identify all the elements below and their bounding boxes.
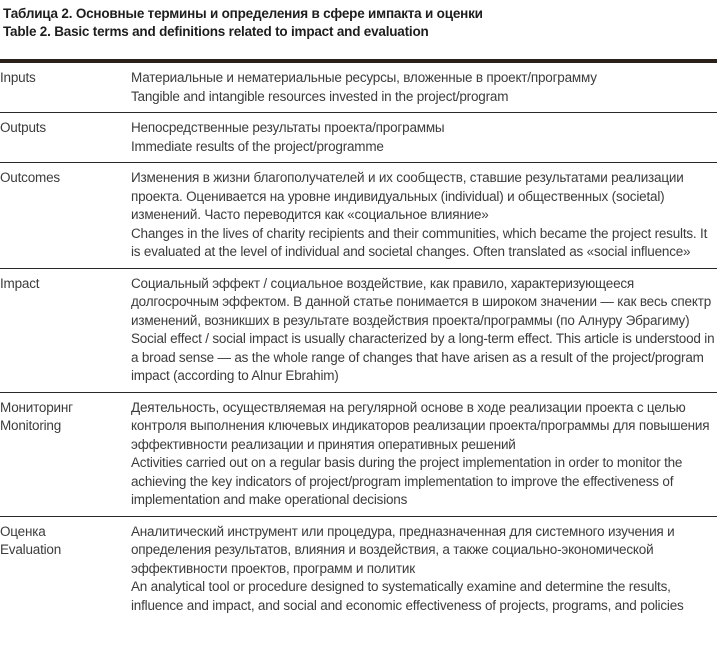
table-row-outcomes	[0, 163, 717, 269]
table-row-evaluation	[0, 516, 717, 617]
definition-cell	[131, 163, 717, 269]
term-cell	[0, 163, 131, 269]
definition-en: Immediate results of the project/programme	[131, 138, 384, 154]
definition-en: Tangible and intangible resources invested in the project/program	[131, 88, 509, 104]
definition-en: Activities carried out on a regular basis during the project implementation in order to monitor the achieving the key indicators of project/program implementation to improve the effectiveness of implementation and make operational decisions	[131, 455, 683, 507]
term-cell	[0, 392, 131, 516]
definition-cell	[131, 61, 717, 113]
definition-cell	[131, 516, 717, 617]
definition-ru: Материальные и нематериальные ресурсы, вложенные в проект/программу	[131, 70, 597, 85]
definition-ru: Социальный эффект / социальное воздействие, как правило, характеризующееся долгосрочным эффектом. В данной статье понимается в широком значении — как весь спектр изменений, возникших в результате воздействия проекта/программы (по Алнуру Эбрагиму)	[131, 275, 712, 328]
table-row-monitoring	[0, 392, 717, 516]
term-cell	[0, 268, 131, 392]
term-cell	[0, 113, 131, 163]
definition-ru: Непосредственные результаты проекта/программы	[131, 120, 445, 135]
definition-ru: Изменения в жизни благополучателей и их сообществ, ставшие результатами реализации проекта. Оценивается на уровне индивидуальных (individual) и общественных (societal) изменений. Часто переводится как «социальное влияние»	[131, 170, 684, 222]
definition-ru: Аналитический инструмент или процедура, предназначенная для системного изучения и определения результатов, влияния и воздействия, а также социально-экономической эффективности проектов, программ и политик	[131, 523, 675, 576]
term-label: Outputs	[0, 120, 46, 135]
table-row-inputs	[0, 61, 717, 113]
definition-en: Social effect / social impact is usually characterized by a long-term effect. This article is understood in a broad sense — as the whole range of changes that have arisen as a result of the project/program impact (according to Alnur Ebrahim)	[131, 331, 715, 383]
table-caption-en: Table 2. Basic terms and definitions related to impact and evaluation	[3, 24, 429, 39]
term-label: Мониторинг	[0, 399, 73, 415]
definition-cell	[131, 392, 717, 516]
term-label: Inputs	[0, 70, 36, 85]
definition-en: Changes in the lives of charity recipients and their communities, which became the project results. It is evaluated at the level of individual and societal changes. Often translated as «social influence»	[131, 225, 708, 259]
term-cell	[0, 516, 131, 617]
definition-cell	[131, 268, 717, 392]
definition-ru: Деятельность, осуществляемая на регулярной основе в ходе реализации проекта с целью контроля выполнения ключевых индикаторов реализации проекта/программы для повышения эффективности реализации и принятия оперативных решений	[131, 399, 710, 452]
definition-en: An analytical tool or procedure designed to systematically examine and determine the results, influence and impact, and social and economic effectiveness of projects, programs, and policies	[131, 579, 684, 613]
table-row-impact	[0, 268, 717, 392]
table-caption-ru: Таблица 2. Основные термины и определения в сфере импакта и оценки	[3, 6, 483, 21]
term-label: Оценка	[0, 523, 46, 539]
table-caption	[0, 0, 719, 41]
term-label-secondary: Monitoring	[0, 418, 62, 433]
definition-cell	[131, 113, 717, 163]
term-label: Impact	[0, 275, 40, 291]
terms-table	[0, 59, 717, 617]
table-row-outputs	[0, 113, 717, 163]
term-cell	[0, 61, 131, 113]
term-label-secondary: Evaluation	[0, 542, 62, 557]
term-label: Outcomes	[0, 170, 60, 185]
